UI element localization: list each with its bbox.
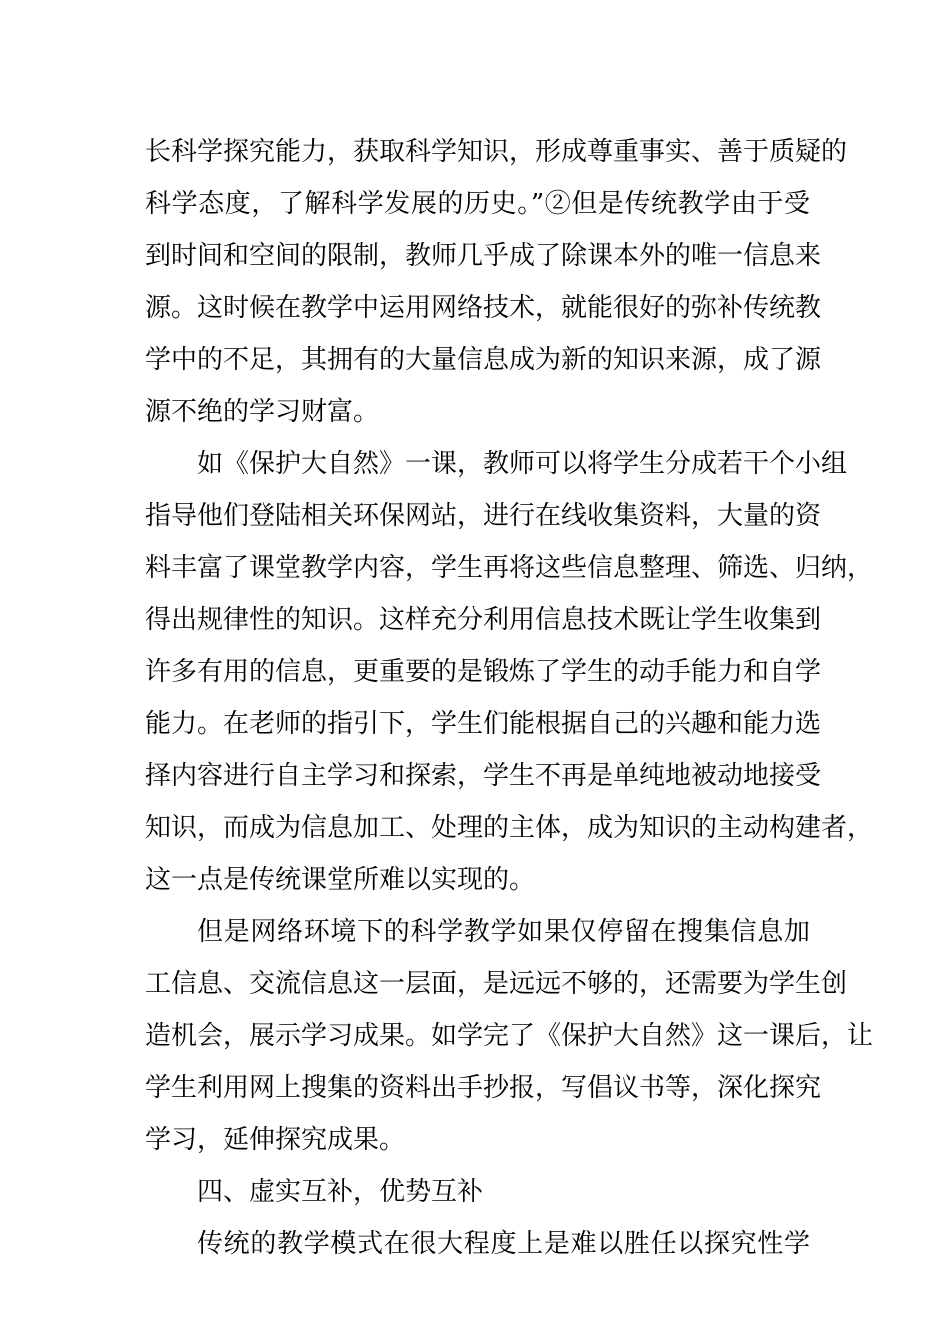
text-line: 得出规律性的知识。这样充分利用信息技术既让学生收集到 xyxy=(145,605,822,635)
text-line: 择内容进行自主学习和探索，学生不再是单纯地被动地接受 xyxy=(145,761,822,791)
text-line: 科学态度，了解科学发展的历史。”②但是传统教学由于受 xyxy=(145,189,810,219)
text-line: 学习，延伸探究成果。 xyxy=(145,1125,406,1155)
text-line: 长科学探究能力，获取科学知识，形成尊重事实、善于质疑的 xyxy=(145,137,848,167)
text-line: 源。这时候在教学中运用网络技术，就能很好的弥补传统教 xyxy=(145,293,822,323)
text-line: 料丰富了课堂教学内容，学生再将这些信息整理、筛选、归纳， xyxy=(145,553,874,583)
text-line: 如《保护大自然》一课，教师可以将学生分成若干个小组 xyxy=(197,449,848,479)
text-line: 学中的不足，其拥有的大量信息成为新的知识来源，成了源 xyxy=(145,345,822,375)
text-line: 能力。在老师的指引下，学生们能根据自己的兴趣和能力选 xyxy=(145,709,822,739)
section-heading: 四、虚实互补，优势互补 xyxy=(197,1177,484,1207)
text-line: 工信息、交流信息这一层面，是远远不够的，还需要为学生创 xyxy=(145,969,848,999)
text-line: 指导他们登陆相关环保网站，进行在线收集资料，大量的资 xyxy=(145,501,822,531)
text-line: 学生利用网上搜集的资料出手抄报，写倡议书等，深化探究 xyxy=(145,1073,822,1103)
text-line: 但是网络环境下的科学教学如果仅停留在搜集信息加 xyxy=(197,917,810,947)
text-line: 造机会，展示学习成果。如学完了《保护大自然》这一课后，让 xyxy=(145,1021,874,1051)
text-line: 这一点是传统课堂所难以实现的。 xyxy=(145,865,536,895)
text-line: 许多有用的信息，更重要的是锻炼了学生的动手能力和自学 xyxy=(145,657,822,687)
text-line: 到时间和空间的限制，教师几乎成了除课本外的唯一信息来 xyxy=(145,241,822,271)
document-body xyxy=(145,126,874,1270)
text-line: 知识，而成为信息加工、处理的主体，成为知识的主动构建者， xyxy=(145,813,874,843)
text-line: 传统的教学模式在很大程度上是难以胜任以探究性学 xyxy=(197,1229,810,1259)
text-line: 源不绝的学习财富。 xyxy=(145,397,380,427)
